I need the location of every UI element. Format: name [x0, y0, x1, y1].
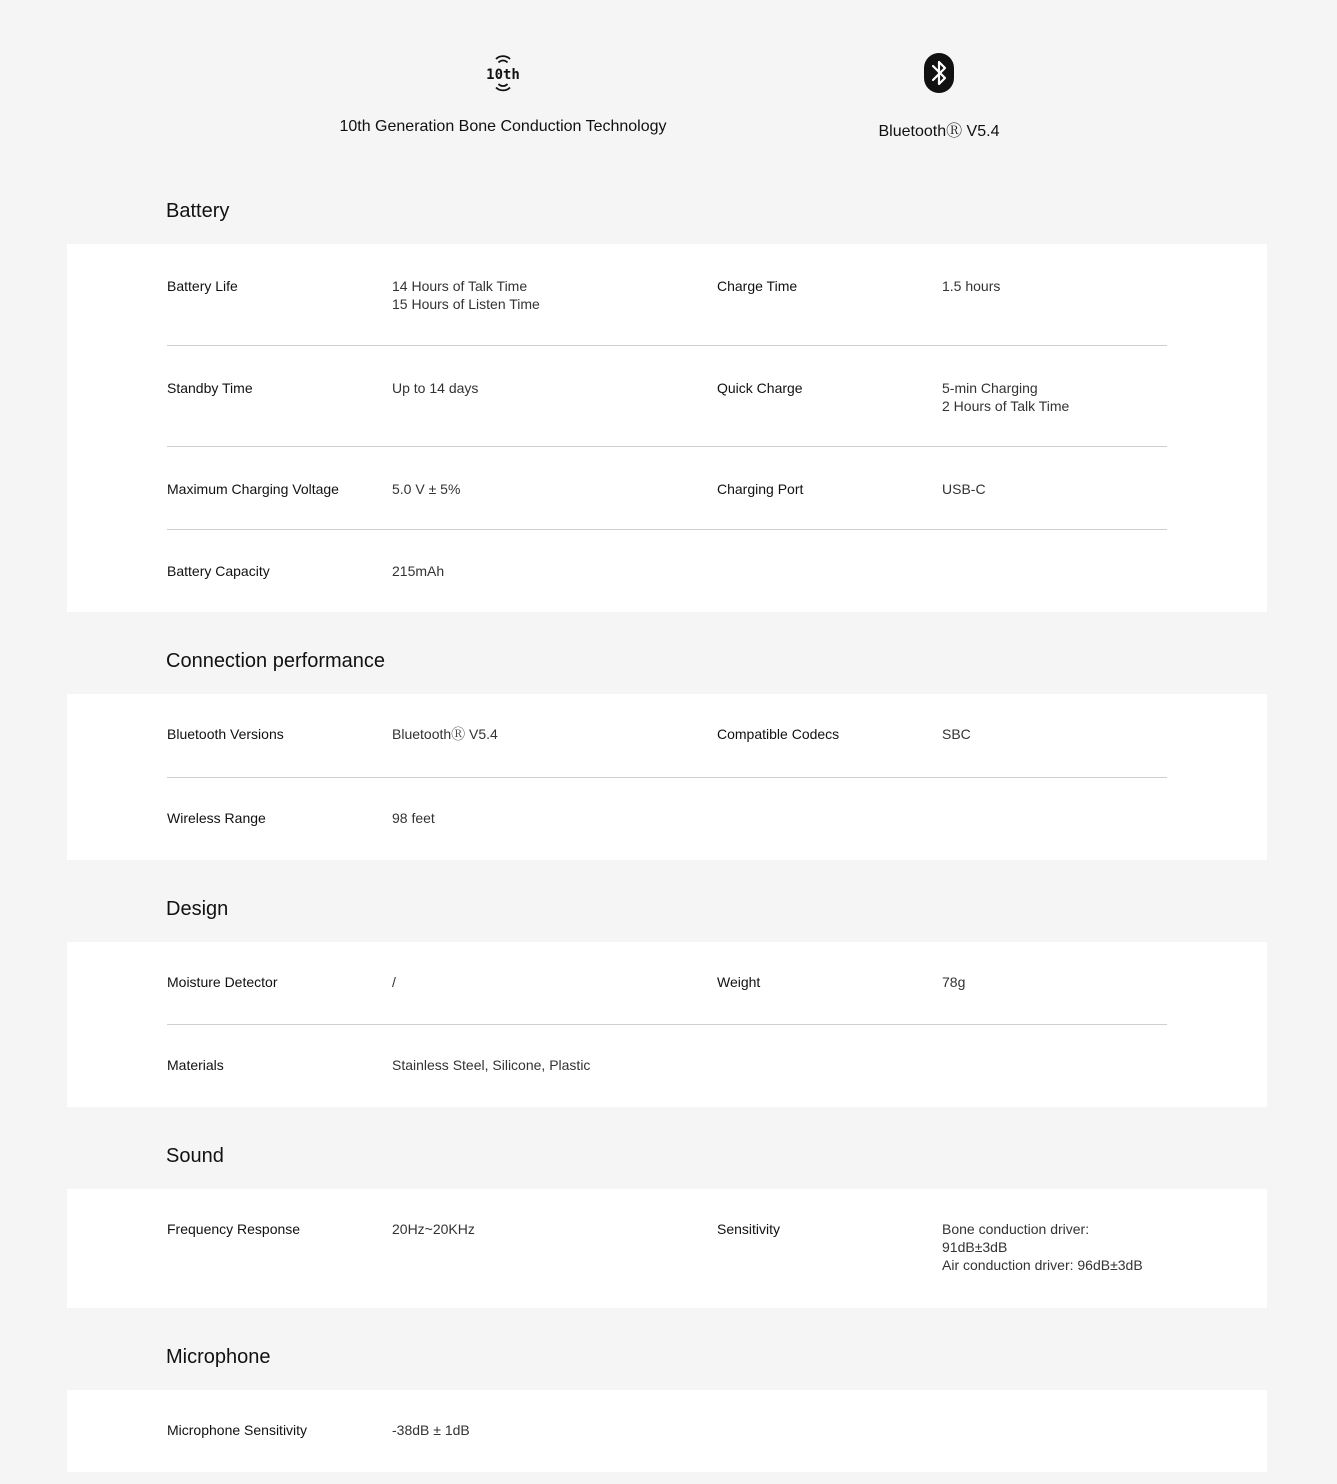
- spec-value: [392, 480, 717, 529]
- microphone-specs-panel: [67, 1390, 1267, 1472]
- spec-value-line: 14 Hours of Talk Time: [392, 278, 528, 294]
- spec-value: [392, 1220, 717, 1308]
- spec-label: Sensitivity: [717, 1221, 781, 1237]
- 10th-generation-icon: [483, 48, 523, 98]
- spec-value-line: BluetoothⓇ V5.4: [392, 726, 498, 742]
- spec-label: Battery Life: [167, 278, 238, 294]
- spec-value: [942, 1056, 1167, 1107]
- spec-row: [167, 530, 1167, 612]
- spec-value: [942, 277, 1167, 345]
- spec-value: [942, 725, 1167, 777]
- spec-value-line: 15 Hours of Listen Time: [392, 296, 540, 312]
- spec-value-line: Bone conduction driver:: [942, 1221, 1090, 1237]
- spec-label: Weight: [717, 974, 761, 990]
- feature-label: 10th Generation Bone Conduction Technology: [339, 118, 667, 135]
- spec-value: [392, 562, 717, 612]
- section-title-sound: Sound: [166, 1145, 224, 1167]
- spec-row: [167, 447, 1167, 530]
- spec-row: [167, 1189, 1167, 1308]
- section-title-design: Design: [166, 898, 229, 920]
- spec-label: Moisture Detector: [167, 974, 278, 990]
- spec-value-line: 20Hz~20KHz: [392, 1221, 475, 1237]
- battery-specs-panel: [67, 244, 1267, 612]
- spec-label: Quick Charge: [717, 380, 803, 396]
- spec-value-line: 1.5 hours: [942, 278, 1001, 294]
- spec-value: [392, 277, 717, 345]
- spec-row: [167, 778, 1167, 860]
- spec-row: [167, 1390, 1167, 1472]
- spec-value-line: Air conduction driver: 96dB±3dB: [942, 1257, 1143, 1273]
- feature-bone-conduction: [330, 48, 676, 136]
- spec-value-line: -38dB ± 1dB: [392, 1422, 470, 1438]
- svg-text:10th: 10th: [486, 67, 520, 83]
- spec-value: [392, 973, 717, 1024]
- spec-row: [167, 942, 1167, 1025]
- feature-label: BluetoothⓇ V5.4: [878, 123, 1000, 140]
- section-title-connection: Connection performance: [166, 650, 386, 672]
- spec-value-line: 215mAh: [392, 563, 445, 579]
- spec-label: Materials: [167, 1057, 224, 1073]
- spec-label: Charge Time: [717, 278, 798, 294]
- sound-specs-panel: [67, 1189, 1267, 1308]
- spec-value-line: Up to 14 days: [392, 380, 479, 396]
- feature-bluetooth: [840, 48, 1038, 141]
- spec-label: [717, 809, 942, 860]
- spec-value: [392, 379, 717, 446]
- spec-value-line: 2 Hours of Talk Time: [942, 398, 1070, 414]
- spec-label: Frequency Response: [167, 1221, 301, 1237]
- spec-value: [942, 1220, 1167, 1308]
- spec-row: [167, 694, 1167, 778]
- spec-label: [717, 562, 942, 612]
- spec-value: [942, 562, 1167, 612]
- spec-value-line: 78g: [942, 974, 966, 990]
- design-specs-panel: [67, 942, 1267, 1107]
- spec-label: Battery Capacity: [167, 563, 270, 579]
- spec-value-line: 5.0 V ± 5%: [392, 481, 461, 497]
- connection-specs-panel: [67, 694, 1267, 860]
- spec-value: [942, 379, 1167, 446]
- spec-value-line: Stainless Steel, Silicone, Plastic: [392, 1057, 591, 1073]
- spec-value-line: /: [392, 974, 396, 990]
- spec-value: [392, 1056, 717, 1107]
- spec-row: [167, 346, 1167, 447]
- spec-value-line: SBC: [942, 726, 971, 742]
- spec-label: Maximum Charging Voltage: [167, 481, 339, 497]
- spec-label: Wireless Range: [167, 810, 266, 826]
- spec-value-line: USB-C: [942, 481, 986, 497]
- spec-value-line: 98 feet: [392, 810, 435, 826]
- section-title-microphone: Microphone: [166, 1346, 271, 1368]
- spec-value: [392, 1421, 717, 1472]
- spec-row: [167, 244, 1167, 346]
- spec-label: [717, 1421, 942, 1472]
- spec-label: Compatible Codecs: [717, 726, 840, 742]
- spec-label: Microphone Sensitivity: [167, 1422, 308, 1438]
- spec-label: [717, 1056, 942, 1107]
- spec-value: [942, 1421, 1167, 1472]
- spec-value-line: 91dB±3dB: [942, 1239, 1008, 1255]
- spec-value: [392, 809, 717, 860]
- spec-value: [942, 480, 1167, 529]
- section-title-battery: Battery: [166, 200, 230, 222]
- spec-value: [942, 809, 1167, 860]
- spec-label: Standby Time: [167, 380, 253, 396]
- spec-value-line: 5-min Charging: [942, 380, 1038, 396]
- spec-row: [167, 1025, 1167, 1107]
- spec-label: Bluetooth Versions: [167, 726, 284, 742]
- spec-value: [942, 973, 1167, 1024]
- bluetooth-icon: [923, 48, 955, 98]
- spec-label: Charging Port: [717, 481, 804, 497]
- spec-value: [392, 725, 717, 777]
